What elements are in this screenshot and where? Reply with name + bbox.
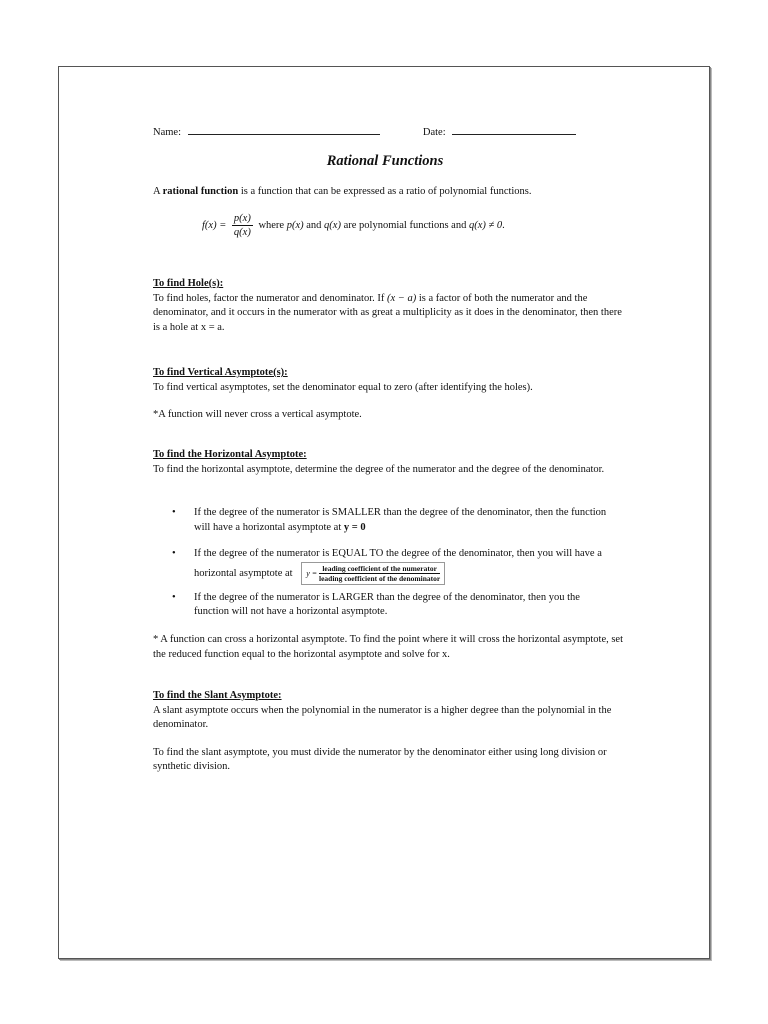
horizontal-bullets: [172, 506, 612, 620]
vertical-note: *A function will never cross a vertical asymptote.: [153, 409, 362, 420]
list-item: • If the degree of the numerator is EQUAL TO the degree of the denominator, then you will have a horizontal asymptote at y = leading coefficient of the numerator leading coefficient of the denominator: [172, 548, 602, 583]
intro-paragraph: A rational function is a function that can be expressed as a ratio of polynomial functions.: [153, 186, 532, 197]
name-field[interactable]: [188, 124, 380, 135]
formula-fraction: $\frac{p(x)}{q(x)}$: [233, 213, 251, 238]
horizontal-note: * A function can cross a horizontal asymptote. To find the point where it will cross the horizontal asymptote, set the reduced function equal to the horizontal asymptote and solve for x.: [153, 634, 624, 660]
vertical-text: To find vertical asymptotes, set the denominator equal to zero (after identifying the holes).: [153, 381, 533, 393]
vertical-heading: To find Vertical Asymptote(s):: [153, 367, 288, 378]
vertical-section: [153, 366, 623, 423]
name-label: Name:: [153, 127, 181, 138]
slant-text-2: To find the slant asymptote, you must divide the numerator by the denominator either using long division or synthetic division.: [153, 746, 607, 772]
list-item: • If the degree of the numerator is SMALLER than the degree of the denominator, then the function will have a horizontal asymptote at y = 0: [172, 507, 607, 533]
intro-term: rational function: [162, 186, 239, 197]
holes-heading: To find Hole(s):: [153, 278, 224, 289]
holes-section: [153, 277, 623, 335]
date-field[interactable]: [452, 124, 576, 135]
document-page: [58, 66, 710, 959]
horizontal-heading: To find the Horizontal Asymptote:: [153, 449, 307, 460]
leading-coefficient-formula: y = leading coefficient of the numerator leading coefficient of the denominator: [301, 562, 445, 585]
holes-text: To find holes, factor the numerator and denominator. If (x − a) is a factor of both the numerator and the denominator, and it occurs in the numerator with as great a multiplicity as it does in the denominator, then there is a hole at x = a.: [153, 292, 622, 333]
list-item: • If the degree of the numerator is LARGER than the degree of the denominator, then you the function will not have a horizontal asymptote.: [172, 591, 580, 617]
slant-heading: To find the Slant Asymptote:: [153, 690, 282, 701]
slant-text: A slant asymptote occurs when the polynomial in the numerator is a higher degree than the polynomial in the denominator.: [153, 704, 612, 730]
date-label: Date:: [422, 127, 446, 138]
horizontal-section: [153, 448, 623, 477]
horizontal-text: To find the horizontal asymptote, determine the degree of the numerator and the degree of the denominator.: [153, 463, 605, 475]
slant-section: [153, 689, 623, 775]
page-title: Rational Functions: [326, 153, 444, 169]
formula-line: f(x) = $\frac{p(x)}{q(x)}$ where p(x) and q(x) are polynomial functions and q(x) ≠ 0.: [202, 213, 505, 238]
header-row: [153, 124, 623, 138]
